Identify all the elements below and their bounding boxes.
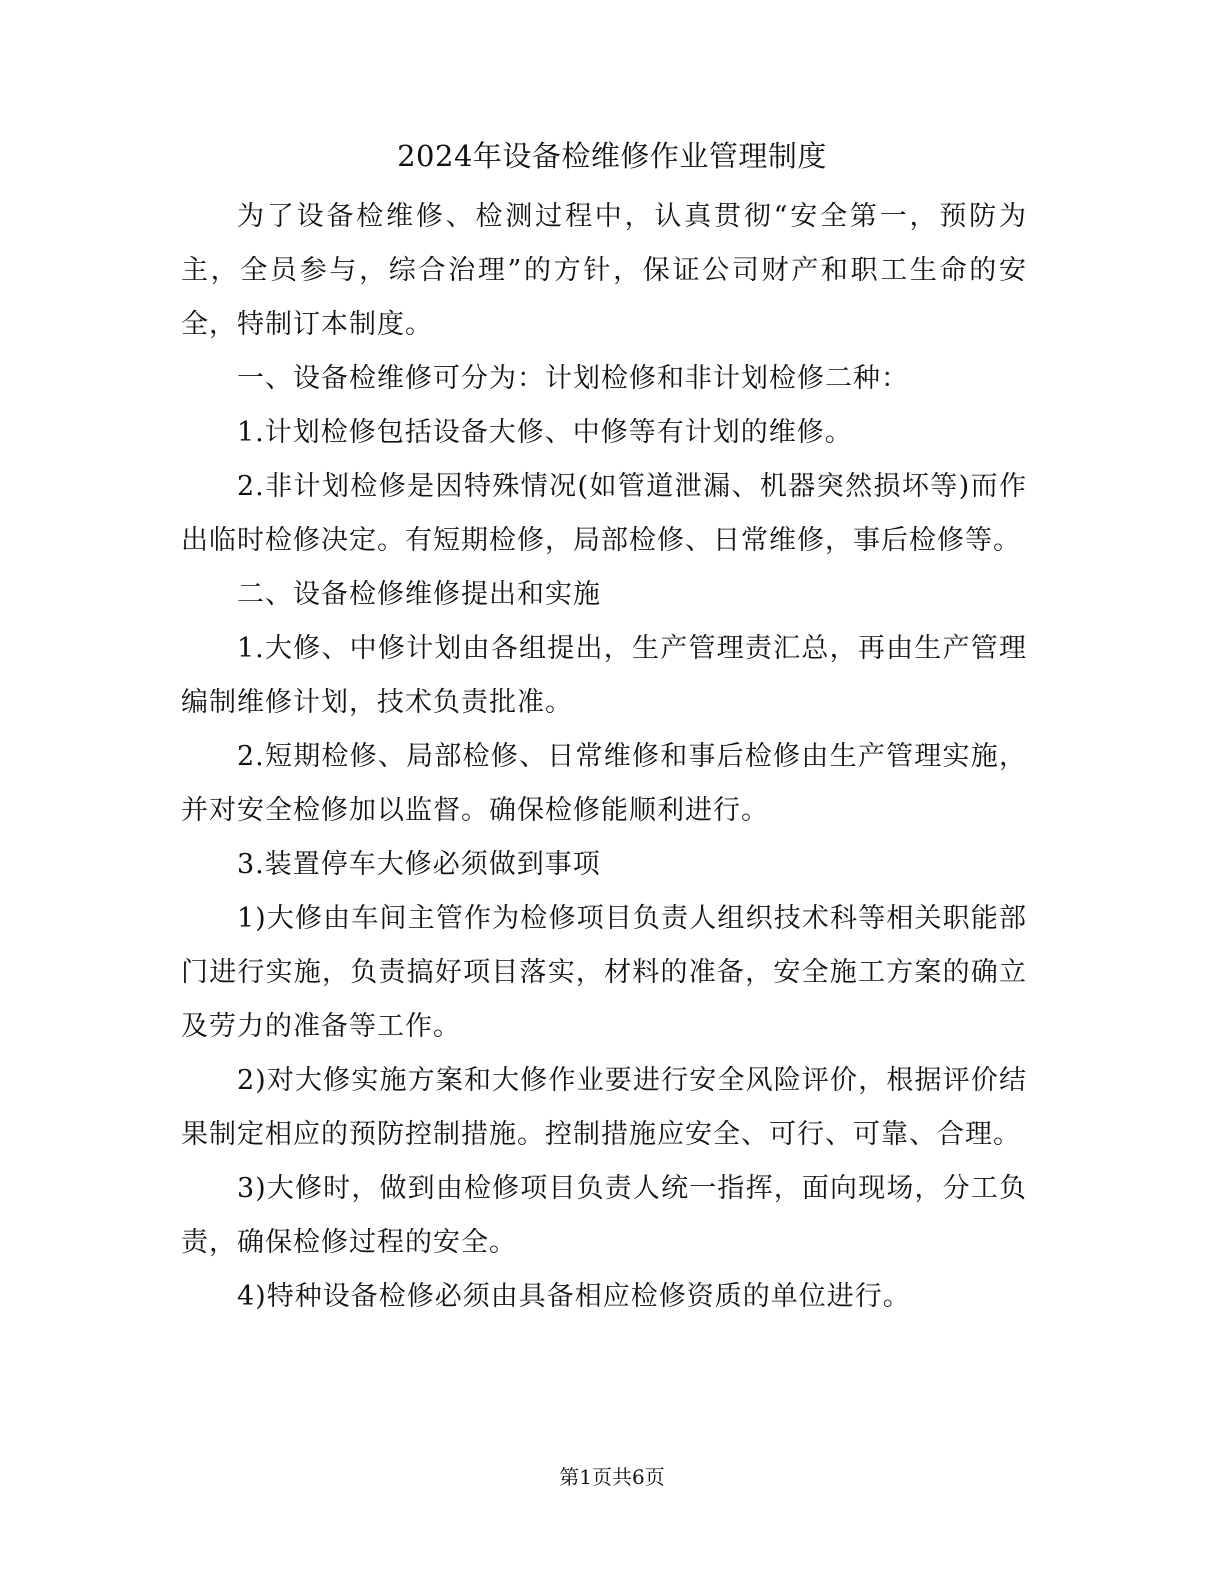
paragraph-section-1-heading: 一、设备检维修可分为：计划检修和非计划检修二种： xyxy=(237,363,909,394)
paragraph-intro: 为了设备检维修、检测过程中，认真贯彻“安全第一，预防为主，全员参与，综合治理”的方针，保证公司财产和职工生命的安全，特制订本制度。 xyxy=(181,201,1027,340)
document-title: 2024年设备检维修作业管理制度 xyxy=(397,139,827,173)
paragraph-section-2-item-3: 3.装置停车大修必须做到事项 xyxy=(237,849,601,880)
paragraph-section-1-item-2: 2.非计划检修是因特殊情况(如管道泄漏、机器突然损坏等)而作出临时检修决定。有短期检修，局部检修、日常维修，事后检修等。 xyxy=(181,471,1027,556)
document-body xyxy=(181,190,1027,1324)
paragraph-section-2-item-2: 2.短期检修、局部检修、日常维修和事后检修由生产管理实施，并对安全检修加以监督。确保检修能顺利进行。 xyxy=(181,741,1027,826)
paragraph-section-2-heading: 二、设备检修维修提出和实施 xyxy=(237,579,601,610)
paragraph-section-2-item-1: 1.大修、中修计划由各组提出，生产管理责汇总，再由生产管理编制维修计划，技术负责批准。 xyxy=(181,633,1027,718)
paragraph-subitem-3: 3)大修时，做到由检修项目负责人统一指挥，面向现场，分工负责，确保检修过程的安全。 xyxy=(181,1173,1027,1258)
paragraph-subitem-4: 4)特种设备检修必须由具备相应检修资质的单位进行。 xyxy=(237,1281,911,1312)
paragraph-subitem-2: 2)对大修实施方案和大修作业要进行安全风险评价，根据评价结果制定相应的预防控制措施。控制措施应安全、可行、可靠、合理。 xyxy=(181,1065,1027,1150)
paragraph-subitem-1: 1)大修由车间主管作为检修项目负责人组织技术科等相关职能部门进行实施，负责搞好项目落实，材料的准备，安全施工方案的确立及劳力的准备等工作。 xyxy=(181,903,1027,1042)
page-footer: 第1页共6页 xyxy=(559,1465,665,1489)
paragraph-section-1-item-1: 1.计划检修包括设备大修、中修等有计划的维修。 xyxy=(237,417,853,448)
